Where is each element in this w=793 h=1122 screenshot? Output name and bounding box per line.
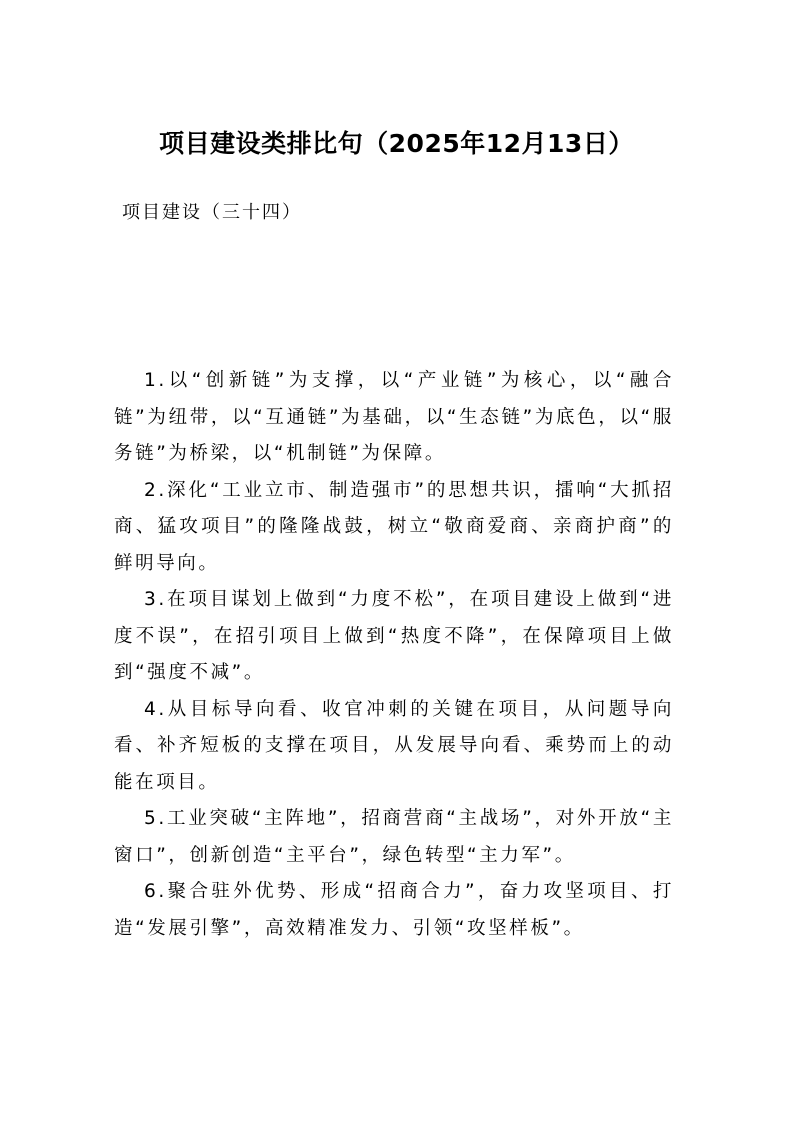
paragraph-2: 2.深化“工业立市、制造强市”的思想共识，擂响“大抓招商、猛攻项目”的隆隆战鼓，树立“敬商爱商、亲商护商”的鲜明导向。 (114, 479, 674, 574)
paragraph-4: 4.从目标导向看、收官冲刺的关键在项目，从问题导向看、补齐短板的支撑在项目，从发展导向看、乘势而上的动能在项目。 (114, 698, 674, 793)
document-subtitle: 项目建设（三十四） (122, 202, 302, 223)
paragraph-6: 6.聚合驻外优势、形成“招商合力”，奋力攻坚项目、打造“发展引擎”，高效精准发力、引领“攻坚样板”。 (114, 881, 674, 939)
paragraph-1: 1.以“创新链”为支撑，以“产业链”为核心，以“融合链”为纽带，以“互通链”为基础，以“生态链”为底色，以“服务链”为桥梁，以“机制链”为保障。 (114, 370, 674, 464)
document-title: 项目建设类排比句（2025年12月13日） (159, 129, 634, 158)
paragraph-3: 3.在项目谋划上做到“力度不松”，在项目建设上做到“进度不误”，在招引项目上做到“热度不降”，在保障项目上做到“强度不减”。 (114, 589, 674, 683)
paragraph-5: 5.工业突破“主阵地”，招商营商“主战场”，对外开放“主窗口”，创新创造“主平台”，绿色转型“主力军”。 (114, 808, 674, 866)
document-body (114, 363, 674, 947)
